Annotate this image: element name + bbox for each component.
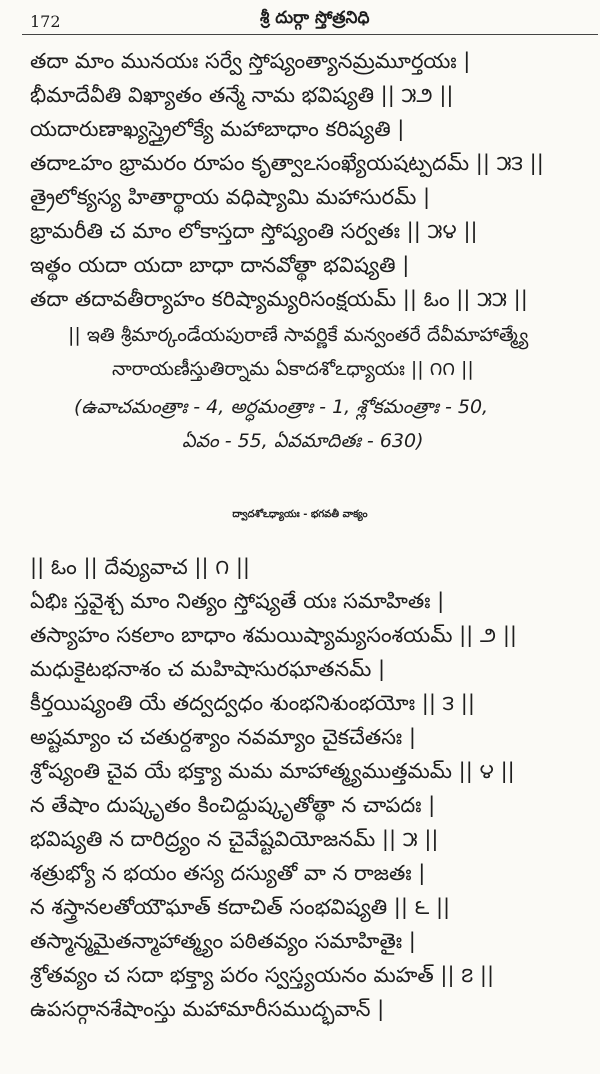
verse-line: శత్రుభ్యో న భయం తస్య దస్యుతో వా న రాజతః | bbox=[30, 861, 426, 885]
verse-line: భవిష్యతి న దారిద్ర్యం న చైవేష్టవియోజనమ్ || ౫ || bbox=[30, 827, 439, 851]
page-number: 172 bbox=[30, 12, 61, 31]
colophon-line: నారాయణీస్తుతిర్నామ ఏకాదశోఽధ్యాయః || ౧౧ || bbox=[112, 358, 474, 380]
verse-line: ఉపసర్గానశేషాంస్తు మహామారీసముద్భవాన్ | bbox=[30, 997, 385, 1021]
verse-line: శ్రోతవ్యం చ సదా భక్త్యా పరం స్వస్త్యయనం మహత్ || ౭ || bbox=[30, 963, 495, 987]
colophon-line: || ఇతి శ్రీమార్కండేయపురాణే సావర్ణికే మన్వంతరే దేవీమాహాత్మ్యే bbox=[68, 324, 529, 346]
verse-line: || ఓం || దేవ్యువాచ || ౧ || bbox=[30, 555, 250, 579]
verse-line: భీమాదేవీతి విఖ్యాతం తన్మే నామ భవిష్యతి || ౫౨ || bbox=[30, 83, 454, 107]
running-title: శ్రీ దుర్గా స్తోత్రనిధి bbox=[260, 8, 370, 28]
mantra-count-line: ఏవం - 55, ఏవమాదితః - 630) bbox=[182, 430, 424, 452]
verse-line: తదా తదావతీర్యాహం కరిష్యామ్యరిసంక్షయమ్ || ఓం || ౫౫ || bbox=[30, 287, 528, 311]
header-rule bbox=[22, 34, 598, 35]
verse-line: భ్రామరీతి చ మాం లోకాస్తదా స్తోష్యంతి సర్వతః || ౫౪ || bbox=[30, 219, 478, 243]
chapter-title: ద్వాదశోఽధ్యాయః - భగవతీ వాక్యం bbox=[232, 509, 368, 520]
verse-line: తదా మాం మునయః సర్వే స్తోష్యంత్యానమ్రమూర్తయః | bbox=[30, 49, 471, 73]
verse-line: తస్మాన్మమైతన్మాహాత్మ్యం పఠితవ్యం సమాహితైః | bbox=[30, 929, 416, 953]
mantra-count-line: (ఉవాచమంత్రాః - 4, అర్ధమంత్రాః - 1, శ్లోకమంత్రాః - 50, bbox=[74, 396, 489, 418]
verse-line: ఇత్థం యదా యదా బాధా దానవోత్థా భవిష్యతి | bbox=[30, 253, 410, 277]
page-header bbox=[20, 6, 600, 36]
verse-line: యదారుణాఖ్యస్త్రైలోక్యే మహాబాధాం కరిష్యతి | bbox=[30, 117, 405, 141]
verse-line: అష్టమ్యాం చ చతుర్దశ్యాం నవమ్యాం చైకచేతసః | bbox=[30, 725, 416, 749]
verse-line: కీర్తయిష్యంతి యే తద్వద్వధం శుంభనిశుంభయోః || ౩ || bbox=[30, 691, 475, 715]
verse-line: శ్రోష్యంతి చైవ యే భక్త్యా మమ మాహాత్మ్యముత్తమమ్ || ౪ || bbox=[30, 759, 515, 783]
verse-line: త్రైలోక్యస్య హితార్థాయ వధిష్యామి మహాసురమ్ | bbox=[30, 185, 431, 209]
verse-line: మధుకైటభనాశం చ మహిషాసురఘాతనమ్ | bbox=[30, 657, 386, 681]
verse-line: న తేషాం దుష్కృతం కించిద్దుష్కృతోత్థా న చాపదః | bbox=[30, 793, 436, 817]
verse-line: ఏభిః స్తవైశ్చ మాం నిత్యం స్తోష్యతే యః సమాహితః | bbox=[30, 589, 445, 613]
verse-line: న శస్త్రానలతోయౌఘాత్ కదాచిత్ సంభవిష్యతి || ౬ || bbox=[30, 895, 451, 919]
verse-line: తస్యాహం సకలాం బాధాం శమయిష్యామ్యసంశయమ్ || ౨ || bbox=[30, 623, 517, 647]
verse-line: తదాఽహం భ్రామరం రూపం కృత్వాఽసంఖ్యేయషట్పదమ్ || ౫౩ || bbox=[30, 151, 544, 175]
